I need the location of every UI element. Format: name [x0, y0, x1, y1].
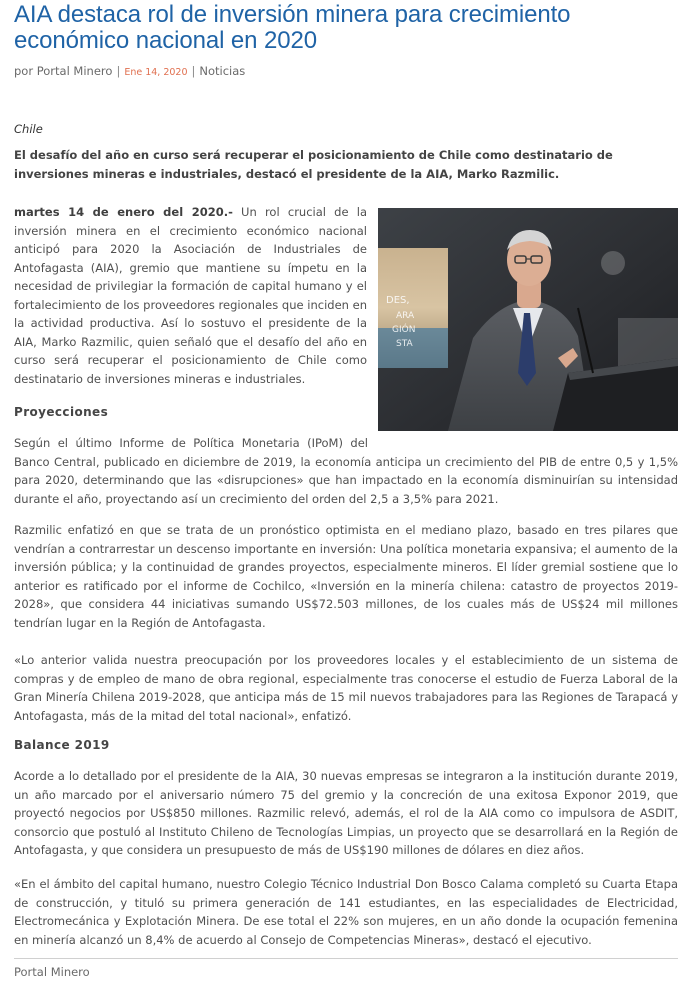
footer-source: Portal Minero: [14, 965, 90, 979]
paragraph-ipom-body: Según el último Informe de Política Monetaria (IPoM) del Banco Central, publicado en diciembre de 2019, la economía anticipa un crecimiento del PIB de entre 0,5 y 1,5% para 2020, determinando que las «disrupciones» que han impactado en la economía disminuirían su intensidad durante el año, proyectando así un crecimiento del orden del 2,5 a 3,5% para 2021.: [14, 436, 678, 506]
paragraph-ipom-full: [14, 434, 678, 508]
svg-text:ARA: ARA: [396, 311, 415, 321]
paragraph-intro: [14, 203, 367, 388]
paragraph-balance: Acorde a lo detallado por el presidente de la AIA, 30 nuevas empresas se integraron a la institución durante 2019, un año marcado por el aniversario número 75 del gremio y la concreción de una exitosa Exponor 2019, que proyectó negocios por US$850 millones. Razmilic relevó, además, el rol de la AIA como co impulsora de ASDIT, consorcio que postuló al Instituto Chileno de Tecnologías Limpias, un proyecto que se desarrollará en la Región de Antofagasta, y que considera un presupuesto de más de US$190 millones de dólares en diez años.: [14, 769, 678, 857]
svg-text:DES,: DES,: [386, 295, 410, 306]
article-photo: [378, 208, 678, 431]
paragraph-intro-text: Un rol crucial de la inversión minera en el crecimiento económico nacional anticipó para 2020 la Asociación de Industriales de Antofagasta (AIA), gremio que mantiene su ímpetu en la necesidad de privilegiar la formación de capital humano y el fortalecimiento de los proveedores regionales que inciden en la actividad productiva. Así lo sostuvo el presidente de la AIA, Marko Razmilic, quien señaló que el desafío del año en curso será recuperar el posicionamiento de Chile como destinatario de inversiones mineras e industriales.: [14, 205, 368, 386]
paragraph-capital-humano: «En el ámbito del capital humano, nuestro Colegio Técnico Industrial Don Bosco Calama completó su Cuarta Etapa de construcción, y tituló su primera generación de 141 estudiantes, en las especialidades de Electricidad, Electromecánica y Explotación Minera. De ese total el 22% son mujeres, en un año donde la ocupación femenina en minería alcanzó un 8,4% de acuerdo al Consejo de Competencias Mineras», destacó el ejecutivo.: [14, 877, 678, 947]
svg-text:GIÓN: GIÓN: [392, 325, 416, 335]
paragraph-proveedores: «Lo anterior valida nuestra preocupación por los proveedores locales y el establecimiento de un sistema de compras y de empleo de mano de obra regional, especialmente tras conocerse el estudio de Fuerza Laboral de la Gran Minería Chilena 2019-2028, que anticipa más de 15 mil nuevos trabajadores para las Regiones de Tarapacá y Antofagasta, más de la mitad del total nacional», enfatizó.: [14, 653, 678, 723]
paragraph-razmilic: Razmilic enfatizó en que se trata de un pronóstico optimista en el mediano plazo, basado en tres pilares que vendrían a contrarrestar un descenso importante en inversión: Una política monetaria expansiva; el aumento de la inversión pública; y la continuidad de grandes proyectos, especialmente mineros. El líder gremial sostiene que lo anterior es ratificado por el informe de Cochilco, «Inversión en la minería chilena: catastro de proyectos 2019-2028», que considera 44 iniciativas sumando US$72.503 millones, de los cuales más de US$24 mil millones tendrían lugar en la Región de Antofagasta.: [14, 523, 678, 630]
meta-separator: |: [191, 64, 196, 78]
publish-date: Ene 14, 2020: [124, 67, 188, 78]
article-meta: [14, 64, 678, 78]
footer-divider: [14, 958, 678, 959]
paragraph-date: martes 14 de enero del 2020.-: [14, 205, 233, 219]
location-tag: Chile: [14, 122, 43, 136]
article: [14, 0, 678, 979]
article-title: AIA destaca rol de inversión minera para crecimiento económico nacional en 2020: [14, 1, 571, 54]
meta-separator: |: [116, 64, 121, 78]
photo-clearance: [368, 434, 678, 444]
author-link[interactable]: Portal Minero: [36, 64, 113, 78]
byline-prefix: por: [14, 64, 34, 78]
category-link[interactable]: Noticias: [199, 64, 246, 78]
svg-text:STA: STA: [396, 339, 413, 349]
article-lead: El desafío del año en curso será recuperar el posicionamiento de Chile como destinatario de inversiones mineras e industriales, destacó el presidente de la AIA, Marko Razmilic.: [14, 148, 613, 181]
heading-balance: Balance 2019: [14, 738, 110, 752]
heading-proyecciones: Proyecciones: [14, 405, 109, 419]
